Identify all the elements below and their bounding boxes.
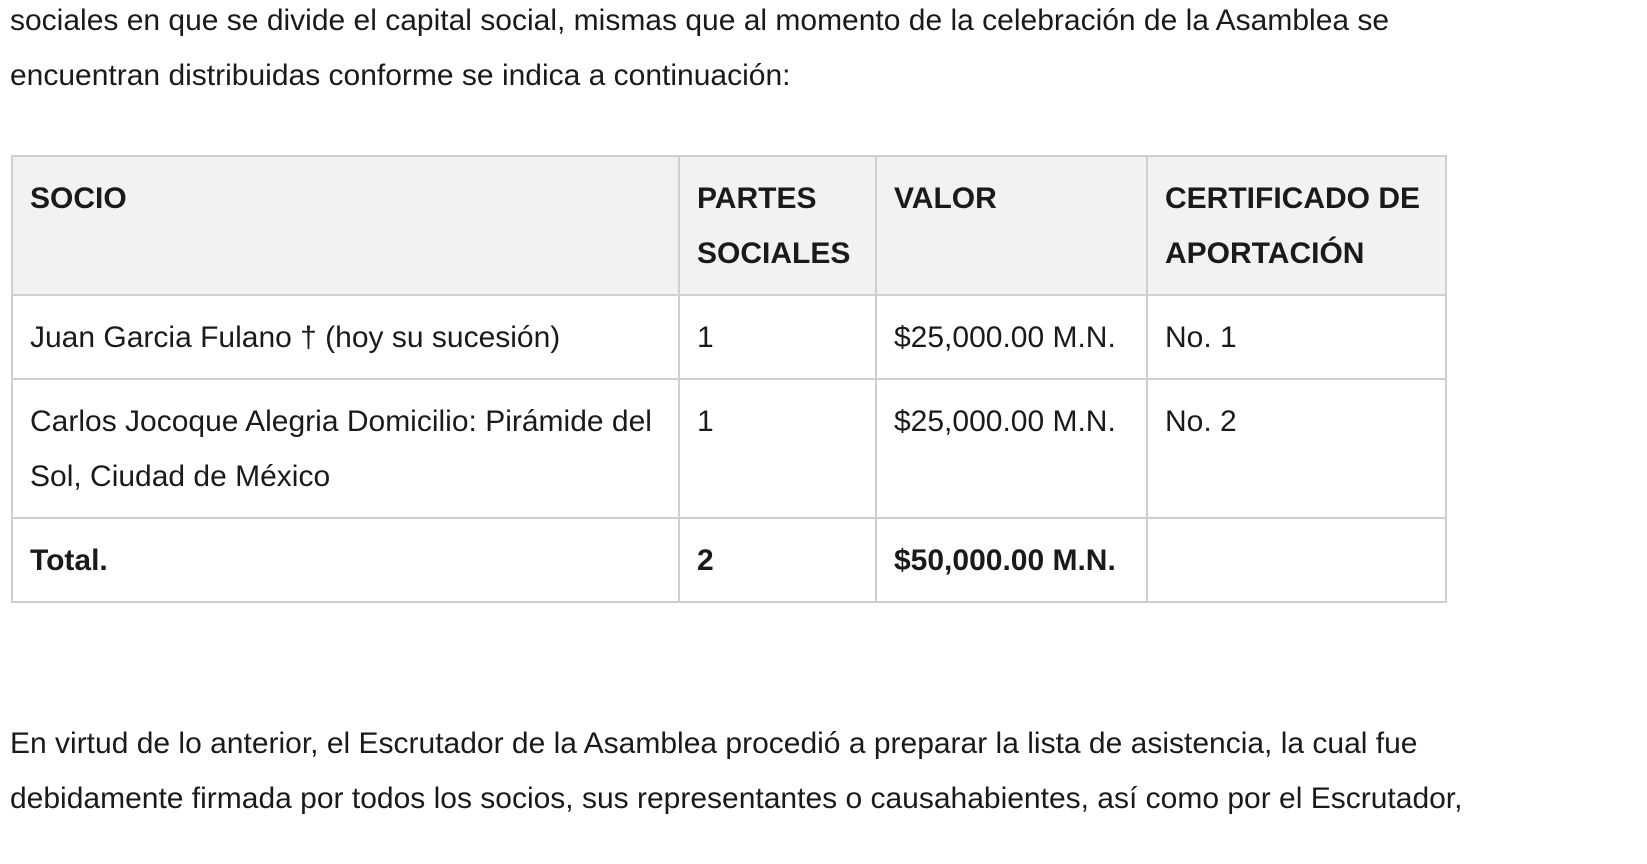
header-row	[12, 156, 1446, 295]
table-row	[12, 379, 1446, 518]
shares-table	[11, 155, 1447, 603]
cell-partes: 1	[679, 295, 876, 379]
header-partes-sociales: PARTES SOCIALES	[679, 156, 876, 295]
header-socio: SOCIO	[12, 156, 679, 295]
cell-socio: Juan Garcia Fulano † (hoy su sucesión)	[12, 295, 679, 379]
cell-socio: Carlos Jocoque Alegria Domicilio: Pirámide del Sol, Ciudad de México	[12, 379, 679, 518]
intro-line-2: encuentran distribuidas conforme se indica a continuación:	[10, 59, 791, 92]
header-certificado: CERTIFICADO DE APORTACIÓN	[1147, 156, 1446, 295]
cell-valor: $25,000.00 M.N.	[876, 295, 1147, 379]
header-valor: VALOR	[876, 156, 1147, 295]
total-partes: 2	[679, 518, 876, 602]
cell-partes: 1	[679, 379, 876, 518]
outro-paragraph	[10, 716, 1640, 826]
cell-certificado: No. 2	[1147, 379, 1446, 518]
table-header	[12, 156, 1446, 295]
outro-line-1: En virtud de lo anterior, el Escrutador de la Asamblea procedió a preparar la lista de asistencia, la cual fue	[10, 727, 1418, 760]
total-valor: $50,000.00 M.N.	[876, 518, 1147, 602]
intro-paragraph	[10, 0, 1610, 103]
intro-line-1: sociales en que se divide el capital social, mismas que al momento de la celebración de la Asamblea se	[10, 4, 1390, 37]
cell-certificado: No. 1	[1147, 295, 1446, 379]
table-row	[12, 295, 1446, 379]
total-row	[12, 518, 1446, 602]
cell-valor: $25,000.00 M.N.	[876, 379, 1147, 518]
outro-line-2: debidamente firmada por todos los socios, sus representantes o causahabientes, así como por el Escrutador,	[10, 782, 1463, 815]
total-certificado	[1147, 518, 1446, 602]
total-label: Total.	[12, 518, 679, 602]
